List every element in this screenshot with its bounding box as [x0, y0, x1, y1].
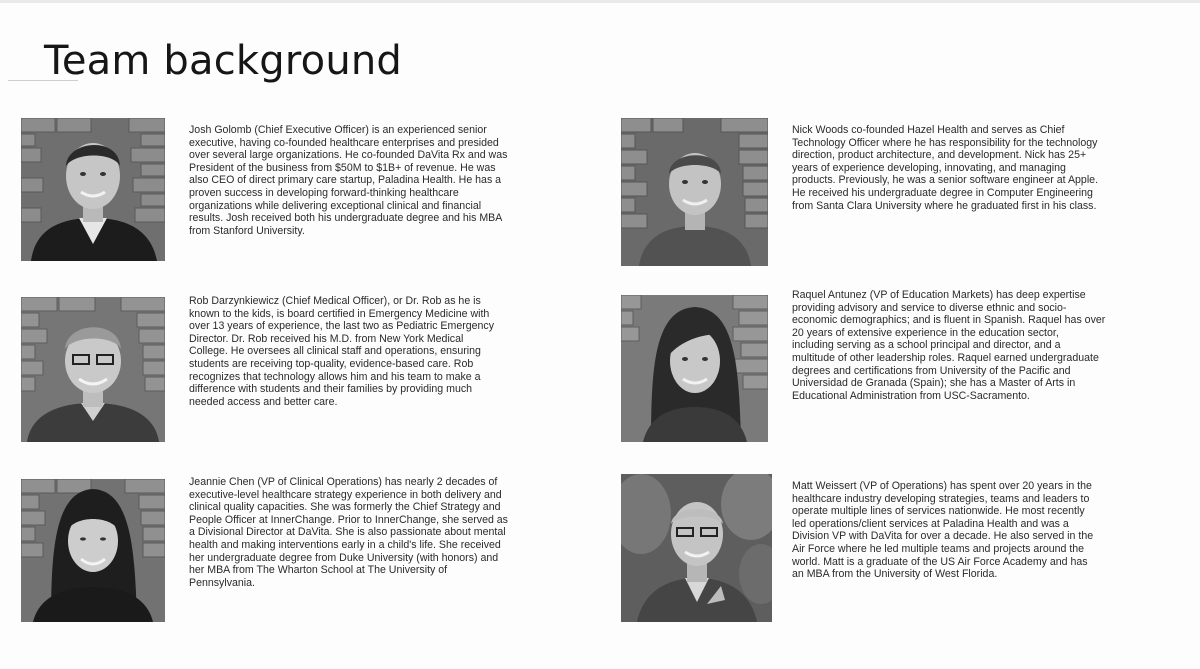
- member-bio: [792, 289, 1105, 402]
- bio-line: Division VP with DaVita for over a decade. He also served in the: [792, 530, 1094, 543]
- bio-line: President of the business from $50M to $1B+ of revenue. He was: [189, 161, 496, 174]
- member-bio: [189, 295, 494, 408]
- member-bio: [189, 124, 507, 237]
- bio-line: led operations/client services at Paladina Health and was a: [792, 517, 1069, 530]
- bio-line: over several large organizations. He co-founded DaVita Rx and was: [189, 149, 508, 162]
- member-bio: [792, 124, 1098, 212]
- bio-line: products. Previously, he was a senior software engineer at Apple.: [792, 174, 1099, 187]
- bio-line: needed access and better care.: [189, 395, 338, 408]
- bio-line: health and making interventions early in a child's life. She received: [189, 538, 501, 551]
- bio-line: difference with students and their families by providing much: [189, 383, 473, 396]
- bio-line: 20 years of extensive experience in the education sector,: [792, 326, 1059, 339]
- bio-line: People Officer at InnerChange. Prior to InnerChange, she served as: [189, 513, 508, 526]
- bio-line: organizations while delivering exceptional clinical and financial: [189, 199, 482, 212]
- headshot-photo: [21, 297, 165, 442]
- headshot-photo: [21, 118, 165, 261]
- bio-line: years of experience developing, innovating, and managing: [792, 161, 1066, 174]
- top-divider: [0, 0, 1200, 3]
- member-bio: [792, 480, 1093, 581]
- bio-line: including serving as a school principal and director, and a: [792, 339, 1061, 352]
- bio-line: Rob Darzynkiewicz (Chief Medical Officer), or Dr. Rob as he is: [189, 295, 481, 307]
- bio-line: results. Josh received both his undergraduate degree and his MBA: [189, 212, 503, 225]
- bio-line: Jeannie Chen (VP of Clinical Operations) has nearly 2 decades of: [189, 476, 498, 488]
- page-title: Team background: [44, 38, 403, 84]
- bio-line: world. Matt is a graduate of the US Air Force Academy and has: [792, 555, 1088, 568]
- bio-line: healthcare industry developing strategies, teams and leaders to: [792, 492, 1090, 505]
- bio-line: Nick Woods co-founded Hazel Health and serves as Chief: [792, 124, 1065, 136]
- bio-line: clinical quality capacities. She was formerly the Chief Strategy and: [189, 501, 501, 514]
- bio-line: proven success in developing forward-thinking healthcare: [189, 186, 459, 199]
- bio-line: over 13 years of experience, the last two as Pediatric Emergency: [189, 320, 495, 333]
- bio-line: He received his undergraduate degree in Computer Engineering: [792, 186, 1093, 199]
- bio-line: multitude of other leadership roles. Raquel earned undergraduate: [792, 351, 1099, 364]
- bio-line: an MBA from the University of West Florida.: [792, 568, 998, 581]
- bio-line: direction, product architecture, and development. Nick has 25+: [792, 149, 1087, 162]
- bio-line: a Divisional Director at DaVita. She is also passionate about mental: [189, 526, 506, 539]
- bio-line: from Santa Clara University where he graduated first in his class.: [792, 199, 1097, 212]
- bio-line: also CEO of direct primary care startup, Paladina Health. He has a: [189, 174, 502, 187]
- bio-line: her undergraduate degree from Duke University (with honors) and: [189, 551, 499, 564]
- headshot-photo: [21, 479, 165, 622]
- bio-line: Matt Weissert (VP of Operations) has spent over 20 years in the: [792, 480, 1092, 492]
- bio-line: economic demographics; and is fluent in Spanish. Raquel has over: [792, 314, 1106, 327]
- bio-line: Raquel Antunez (VP of Education Markets) has deep expertise: [792, 289, 1086, 301]
- bio-line: students are receiving top-quality, evidence-based care. Rob: [189, 357, 474, 370]
- bio-line: known to the kids, is board certified in Emergency Medicine with: [189, 307, 490, 320]
- bio-line: Pennsylvania.: [189, 576, 255, 589]
- bio-line: executive-level healthcare strategy experience in both delivery and: [189, 488, 502, 501]
- headshot-photo: [621, 118, 768, 266]
- bio-line: Director. Dr. Rob received his M.D. from New York Medical: [189, 332, 464, 345]
- bio-line: providing advisory and service to diverse ethnic and socio-: [792, 301, 1067, 314]
- member-bio: [189, 476, 508, 589]
- bio-line: degrees and certifications from University of the Pacific and: [792, 364, 1071, 377]
- bio-line: her MBA from The Wharton School at The University of: [189, 564, 448, 577]
- bio-line: Universidad de Granada (Spain); she has a Master of Arts in: [792, 377, 1076, 390]
- headshot-photo: [621, 295, 768, 442]
- bio-line: from Stanford University.: [189, 224, 305, 237]
- bio-line: College. He oversees all clinical staff and operations, ensuring: [189, 345, 481, 358]
- bio-line: Educational Administration from USC-Sacramento.: [792, 389, 1030, 402]
- bio-line: executive, having co-founded healthcare enterprises and presided: [189, 136, 499, 149]
- bio-line: Technology Officer where he has responsibility for the technology: [792, 136, 1098, 149]
- bio-line: Air Force where he led multiple teams and projects around the: [792, 542, 1085, 555]
- bio-line: Josh Golomb (Chief Executive Officer) is an experienced senior: [189, 124, 487, 136]
- bio-line: recognizes that technology allows him and his team to make a: [189, 370, 481, 383]
- bio-line: operate multiple lines of services nationwide. He most recently: [792, 505, 1085, 518]
- headshot-photo: [621, 474, 772, 622]
